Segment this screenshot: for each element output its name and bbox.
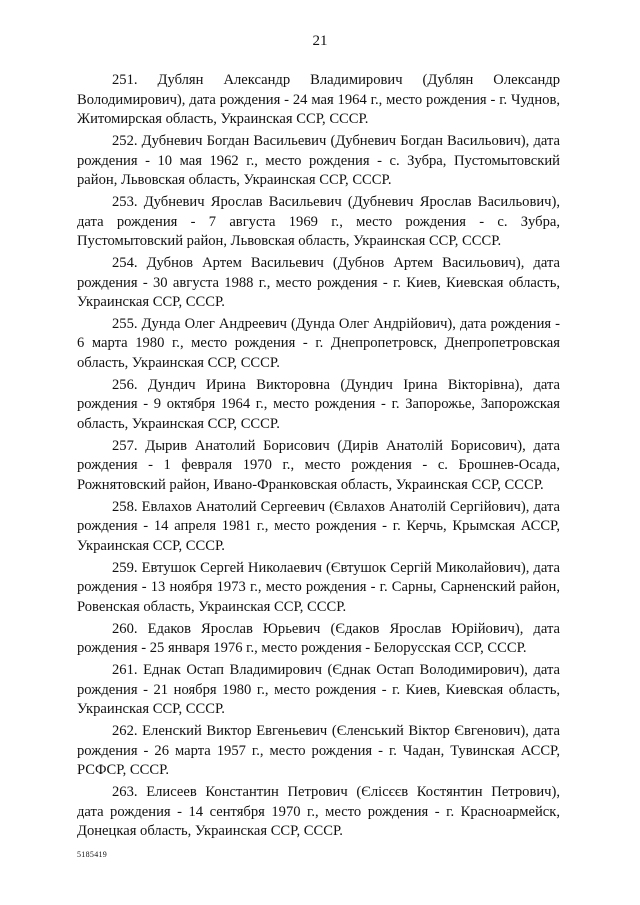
list-item: 253. Дубневич Ярослав Васильевич (Дубневич Ярослав Васильович), дата рождения - 7 августа 1969 г., место рождения - с. Зубра, Пустомытовский район, Львовская область, Украинская ССР, СССР. bbox=[77, 193, 560, 250]
list-item: 257. Дырив Анатолий Борисович (Дирів Анатолій Борисович), дата рождения - 1 февраля 1970 г., место рождения - с. Брошнев-Осада, Рожнятовский район, Ивано-Франковская область, Украинская ССР, СССР. bbox=[77, 437, 560, 493]
list-item: 259. Евтушок Сергей Николаевич (Євтушок Сергій Миколайович), дата рождения - 13 ноября 1973 г., место рождения - г. Сарны, Сарненский район, Ровенская область, Украинская ССР, СССР. bbox=[77, 559, 560, 615]
page-number: 21 bbox=[312, 33, 328, 49]
entry-list bbox=[77, 71, 560, 844]
list-item: 252. Дубневич Богдан Васильевич (Дубневич Богдан Васильович), дата рождения - 10 мая 1962 г., место рождения - с. Зубра, Пустомытовский район, Львовская область, Украинская ССР, СССР. bbox=[77, 132, 560, 189]
list-item: 256. Дундич Ирина Викторовна (Дундич Ірина Вікторівна), дата рождения - 9 октября 1964 г., место рождения - г. Запорожье, Запорожская область, Украинская ССР, СССР. bbox=[77, 376, 560, 433]
list-item: 254. Дубнов Артем Васильевич (Дубнов Артем Васильович), дата рождения - 30 августа 1988 г., место рождения - г. Киев, Киевская область, Украинская ССР, СССР. bbox=[77, 254, 560, 311]
list-item: 251. Дублян Александр Владимирович (Дублян Олександр Володимирович), дата рождения - 24 мая 1964 г., место рождения - г. Чуднов, Житомирская область, Украинская ССР, СССР. bbox=[77, 72, 560, 128]
list-item: 258. Евлахов Анатолий Сергеевич (Євлахов Анатолій Сергійович), дата рождения - 14 апреля 1981 г., место рождения - г. Керчь, Крымская АССР, Украинская ССР, СССР. bbox=[77, 498, 560, 554]
list-item: 262. Еленский Виктор Евгеньевич (Єленський Віктор Євгенович), дата рождения - 26 марта 1957 г., место рождения - г. Чадан, Тувинская АССР, РСФСР, СССР. bbox=[77, 723, 560, 779]
list-item: 255. Дунда Олег Андреевич (Дунда Олег Андрійович), дата рождения - 6 марта 1980 г., место рождения - г. Днепропетровск, Днепропетровская область, Украинская ССР, СССР. bbox=[77, 315, 560, 372]
document-code: 5185419 bbox=[77, 850, 108, 859]
list-item: 263. Елисеев Константин Петрович (Єлісєєв Костянтин Петрович), дата рождения - 14 сентября 1970 г., место рождения - г. Красноармейск, Донецкая область, Украинская ССР, СССР. bbox=[77, 784, 560, 840]
list-item: 260. Едаков Ярослав Юрьевич (Єдаков Ярослав Юрійович), дата рождения - 25 января 1976 г., место рождения - Белорусская ССР, СССР. bbox=[77, 620, 560, 657]
list-item: 261. Еднак Остап Владимирович (Єднак Остап Володимирович), дата рождения - 21 ноября 1980 г., место рождения - г. Киев, Киевская область, Украинская ССР, СССР. bbox=[77, 662, 560, 718]
